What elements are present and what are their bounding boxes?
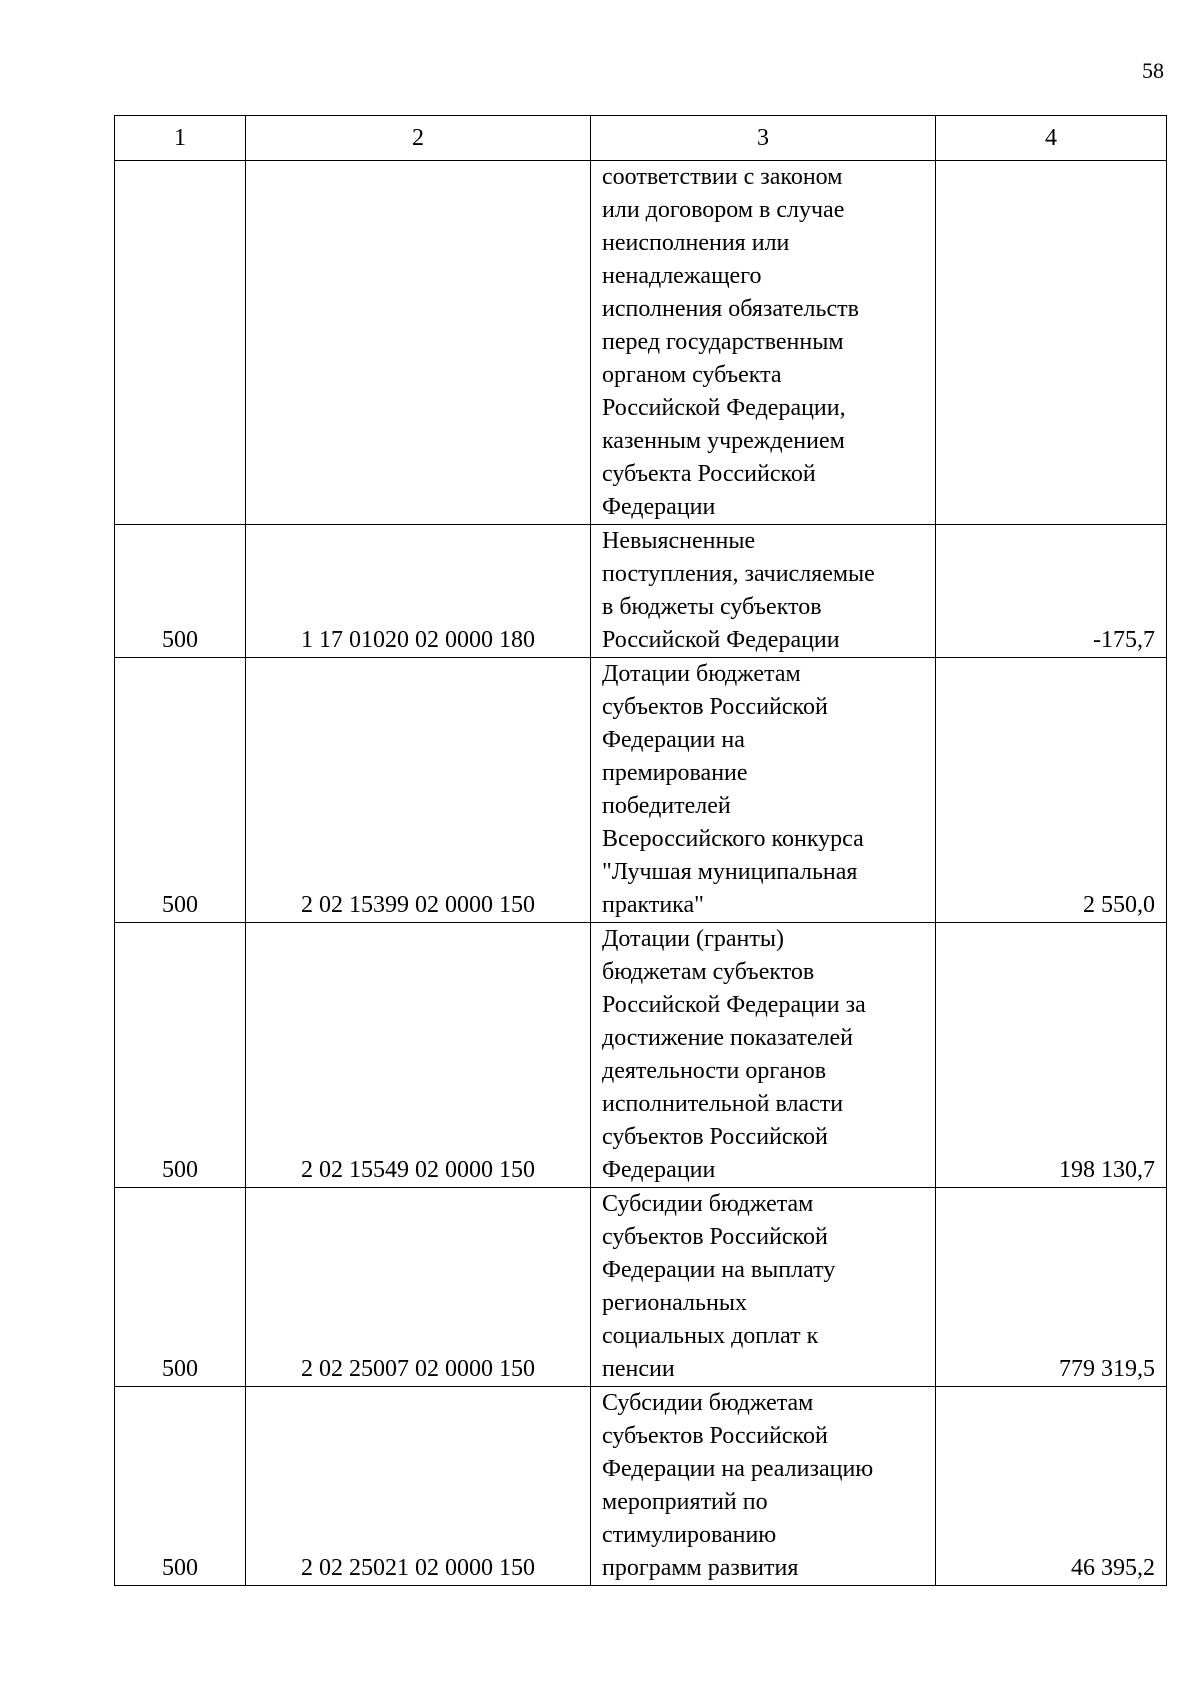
revenue-name-cell: Дотации бюджетам субъектов Российской Федерации на премирование победителей Всероссийского конкурса "Лучшая муниципальная практика" <box>591 658 936 923</box>
revenue-name-cell: Невыясненные поступления, зачисляемые в бюджеты субъектов Российской Федерации <box>591 525 936 658</box>
budget-code-cell: 1 17 01020 02 0000 180 <box>246 525 591 658</box>
revenue-name-cell: Субсидии бюджетам субъектов Российской Федерации на реализацию мероприятий по стимулированию программ развития <box>591 1387 936 1586</box>
budget-code-cell: 2 02 25007 02 0000 150 <box>246 1188 591 1387</box>
header-col-2: 2 <box>246 116 591 161</box>
revenue-name-cell: соответствии с законом или договором в случае неисполнения или ненадлежащего исполнения обязательств перед государственным органом субъекта Российской Федерации, казенным учреждением субъекта Российской Федерации <box>591 161 936 525</box>
revenue-name-cell: Дотации (гранты) бюджетам субъектов Российской Федерации за достижение показателей деятельности органов исполнительной власти субъектов Российской Федерации <box>591 923 936 1188</box>
table-row <box>115 161 1167 525</box>
header-col-4: 4 <box>936 116 1167 161</box>
admin-code-cell: 500 <box>115 525 246 658</box>
admin-code-cell <box>115 161 246 525</box>
budget-code-cell: 2 02 25021 02 0000 150 <box>246 1387 591 1586</box>
amount-cell <box>936 161 1167 525</box>
amount-cell: 198 130,7 <box>936 923 1167 1188</box>
table-row <box>115 923 1167 1188</box>
page-number: 58 <box>1142 58 1164 83</box>
header-col-1: 1 <box>115 116 246 161</box>
admin-code-cell: 500 <box>115 1188 246 1387</box>
budget-revenue-table <box>114 115 1167 1586</box>
table-header-row <box>115 116 1167 161</box>
budget-code-cell <box>246 161 591 525</box>
header-col-3: 3 <box>591 116 936 161</box>
amount-cell: 779 319,5 <box>936 1188 1167 1387</box>
revenue-name-cell: Субсидии бюджетам субъектов Российской Федерации на выплату региональных социальных доплат к пенсии <box>591 1188 936 1387</box>
amount-cell: -175,7 <box>936 525 1167 658</box>
table-row <box>115 658 1167 923</box>
admin-code-cell: 500 <box>115 923 246 1188</box>
amount-cell: 46 395,2 <box>936 1387 1167 1586</box>
table-row <box>115 1387 1167 1586</box>
budget-code-cell: 2 02 15549 02 0000 150 <box>246 923 591 1188</box>
budget-code-cell: 2 02 15399 02 0000 150 <box>246 658 591 923</box>
admin-code-cell: 500 <box>115 658 246 923</box>
admin-code-cell: 500 <box>115 1387 246 1586</box>
table-row <box>115 1188 1167 1387</box>
amount-cell: 2 550,0 <box>936 658 1167 923</box>
table-row <box>115 525 1167 658</box>
